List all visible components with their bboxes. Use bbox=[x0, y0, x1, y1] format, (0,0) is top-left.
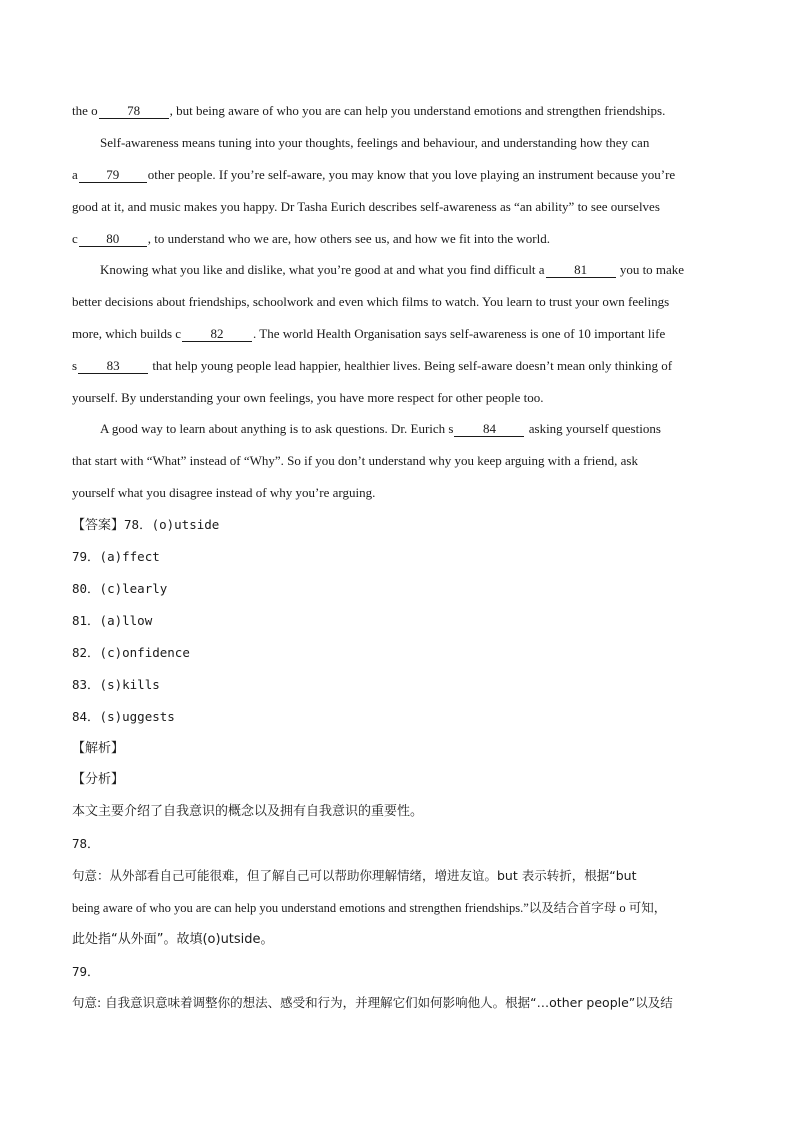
passage-line-6 bbox=[100, 261, 732, 279]
passage-line-8 bbox=[72, 325, 732, 343]
passage-line-5 bbox=[72, 230, 732, 248]
text-segment: . The world Health Organisation says self-awareness is one of 10 important life bbox=[253, 326, 666, 341]
text-segment: s bbox=[72, 358, 78, 373]
passage-line-1 bbox=[72, 102, 732, 120]
text-segment: you to make bbox=[616, 262, 685, 277]
answer-item-84: 84．(s)uggests bbox=[72, 709, 175, 724]
text-segment: , but being aware of who you are can help you understand emotions and strengthen friendships. bbox=[169, 103, 666, 118]
passage-line-12: that start with “What” instead of “Why”. So if you don’t understand why you keep arguing with a friend, ask bbox=[72, 453, 638, 468]
passage-line-10: yourself. By understanding your own feelings, you have more respect for other people too. bbox=[72, 390, 544, 405]
passage-line-11 bbox=[100, 420, 732, 438]
analysis-q78-number: 78． bbox=[72, 836, 100, 851]
passage-line-7: better decisions about friendships, schoolwork and even which films to watch. You learn to trust your own feelings bbox=[72, 294, 670, 309]
passage-line-13: yourself what you disagree instead of why you’re arguing. bbox=[72, 485, 376, 500]
answer-item-81: 81．(a)llow bbox=[72, 613, 153, 628]
blank-84: 84 bbox=[454, 421, 524, 437]
text-segment: A good way to learn about anything is to ask questions. Dr. Eurich s bbox=[100, 421, 454, 436]
passage-line-4: good at it, and music makes you happy. Dr Tasha Eurich describes self-awareness as “an ability” to see ourselves bbox=[72, 199, 660, 214]
answer-item-79: 79．(a)ffect bbox=[72, 549, 160, 564]
analysis-q79-number: 79． bbox=[72, 964, 100, 979]
analysis-q78-line-3: 此处指“从外面”。故填(o)utside。 bbox=[72, 932, 274, 947]
answer-header-line bbox=[72, 516, 732, 535]
text-segment: the o bbox=[72, 103, 98, 118]
fenxi-label: 【分析】 bbox=[72, 772, 125, 787]
answer-item-82: 82．(c)onfidence bbox=[72, 645, 190, 660]
analysis-summary: 本文主要介绍了自我意识的概念以及拥有自我意识的重要性。 bbox=[72, 804, 424, 819]
answer-label: 【答案】 bbox=[72, 518, 125, 533]
blank-82: 82 bbox=[182, 326, 252, 342]
jiexi-label: 【解析】 bbox=[72, 741, 125, 756]
text-segment: a bbox=[72, 167, 78, 182]
text-segment: more, which builds c bbox=[72, 326, 182, 341]
passage-line-3 bbox=[72, 166, 732, 184]
text-segment: asking yourself questions bbox=[525, 421, 661, 436]
answer-item-83: 83．(s)kills bbox=[72, 677, 160, 692]
text-segment: , to understand who we are, how others see us, and how we fit into the world. bbox=[147, 231, 550, 246]
passage-line-2: Self-awareness means tuning into your thoughts, feelings and behaviour, and understanding how they can bbox=[100, 135, 650, 150]
blank-79: 79 bbox=[79, 167, 147, 183]
text-segment: that help young people lead happier, healthier lives. Being self-aware doesn’t mean only thinking of bbox=[149, 358, 673, 373]
blank-80: 80 bbox=[79, 231, 147, 247]
blank-81: 81 bbox=[546, 262, 616, 278]
answer-item-80: 80．(c)learly bbox=[72, 581, 168, 596]
analysis-q78-line-2: being aware of who you are can help you understand emotions and strengthen friendships.”以及结合首字母 o 可知， bbox=[72, 901, 667, 915]
text-segment: Knowing what you like and dislike, what you’re good at and what you find difficult a bbox=[100, 262, 545, 277]
blank-78: 78 bbox=[99, 103, 169, 119]
text-segment: c bbox=[72, 231, 78, 246]
answer-item-78: 78．(o)utside bbox=[124, 517, 220, 532]
blank-83: 83 bbox=[78, 358, 148, 374]
analysis-q78-line-1: 句意：从外部看自己可能很难，但了解自己可以帮助你理解情绪，增进友谊。but 表示转折，根据“but bbox=[72, 868, 637, 883]
passage-line-9 bbox=[72, 357, 732, 375]
analysis-q79-line-1: 句意: 自我意识意味着调整你的想法、感受和行为，并理解它们如何影响他人。根据“…other people”以及结 bbox=[72, 995, 673, 1010]
text-segment: other people. If you’re self-aware, you may know that you love playing an instrument because you’re bbox=[147, 167, 676, 182]
